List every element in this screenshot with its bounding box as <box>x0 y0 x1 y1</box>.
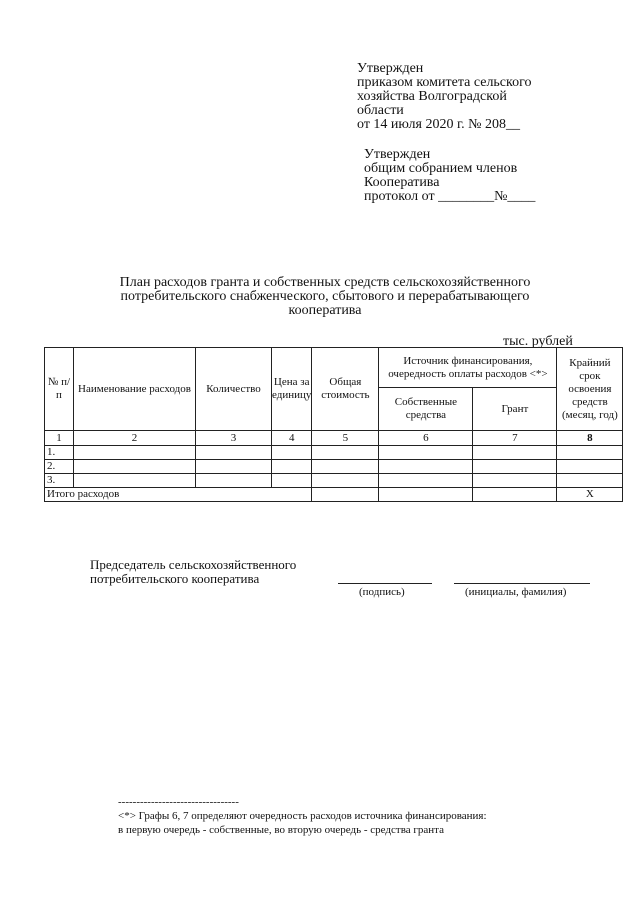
table-row <box>45 446 623 460</box>
approval-line: Утвержден <box>364 147 431 162</box>
table-cell <box>196 460 272 474</box>
table-cell <box>557 460 623 474</box>
table-cell <box>312 488 379 502</box>
table-cell <box>312 460 379 474</box>
approval-line: хозяйства Волгоградской <box>357 89 507 104</box>
table-cell <box>74 446 196 460</box>
approval-committee-block <box>357 62 532 132</box>
total-deadline-mark: X <box>557 488 623 502</box>
title-line: кооператива <box>288 303 362 318</box>
chairman-label-line: потребительского кооператива <box>90 571 260 586</box>
approval-line: протокол от ________№____ <box>364 189 536 204</box>
chairman-label-line: Председатель сельскохозяйственного <box>90 557 297 572</box>
column-number: 4 <box>272 431 312 446</box>
approval-line: области <box>357 103 404 118</box>
footnote-line: в первую очередь - собственные, во вторую очередь - средства гранта <box>118 824 444 836</box>
signature-caption: (подпись) <box>359 586 405 598</box>
table-cell <box>74 474 196 488</box>
table-cell <box>74 460 196 474</box>
column-number: 8 <box>557 431 623 446</box>
header-num: № п/п <box>45 348 74 431</box>
approval-line: Кооператива <box>364 175 440 190</box>
approval-line: от 14 июля 2020 г. № 208__ <box>357 117 520 132</box>
document-title <box>90 276 560 318</box>
table-cell <box>473 488 557 502</box>
approval-cooperative-block <box>364 148 535 204</box>
row-number: 3. <box>45 474 74 488</box>
table-cell <box>379 474 473 488</box>
table-cell <box>196 474 272 488</box>
table-cell <box>473 474 557 488</box>
column-number: 3 <box>196 431 272 446</box>
units-label: тыс. рублей <box>503 334 573 349</box>
header-funding-source: Источник финансирования, очередность оплаты расходов <*> <box>379 348 557 388</box>
row-number: 2. <box>45 460 74 474</box>
chairman-label <box>90 558 296 586</box>
table-cell <box>272 446 312 460</box>
column-number: 2 <box>74 431 196 446</box>
column-number: 5 <box>312 431 379 446</box>
footnote-line: <*> Графы 6, 7 определяют очередность расходов источника финансирования: <box>118 810 487 822</box>
table-cell <box>312 474 379 488</box>
table-cell <box>196 446 272 460</box>
name-caption: (инициалы, фамилия) <box>465 586 567 598</box>
table-cell <box>272 474 312 488</box>
column-number: 1 <box>45 431 74 446</box>
header-own-funds: Собственные средства <box>379 388 473 431</box>
total-label: Итого расходов <box>45 488 312 502</box>
table-cell <box>557 446 623 460</box>
table-cell <box>379 488 473 502</box>
footnote-rule: --------------------------------- <box>118 796 239 808</box>
header-total-cost: Общая стоимость <box>312 348 379 431</box>
name-line <box>454 583 590 584</box>
expense-plan-table <box>44 347 623 502</box>
table-row <box>45 474 623 488</box>
table-row <box>45 460 623 474</box>
column-number: 6 <box>379 431 473 446</box>
table-cell <box>557 474 623 488</box>
header-deadline: Крайний срок освоения средств (месяц, год) <box>557 348 623 431</box>
total-row <box>45 488 623 502</box>
table-cell <box>312 446 379 460</box>
approval-line: приказом комитета сельского <box>357 75 532 90</box>
table-cell <box>379 460 473 474</box>
title-line: План расходов гранта и собственных средств сельскохозяйственного <box>119 275 531 290</box>
approval-line: Утвержден <box>357 61 424 76</box>
column-number-row <box>45 431 623 446</box>
column-number: 7 <box>473 431 557 446</box>
approval-line: общим собранием членов <box>364 161 518 176</box>
table-cell <box>473 460 557 474</box>
table-cell <box>473 446 557 460</box>
table-cell <box>272 460 312 474</box>
signature-line <box>338 583 432 584</box>
table-cell <box>379 446 473 460</box>
row-number: 1. <box>45 446 74 460</box>
header-grant: Грант <box>473 388 557 431</box>
header-unit-price: Цена за единицу <box>272 348 312 431</box>
header-name: Наименование расходов <box>74 348 196 431</box>
title-line: потребительского снабженческого, сбытового и перерабатывающего <box>120 289 530 304</box>
header-quantity: Количество <box>196 348 272 431</box>
